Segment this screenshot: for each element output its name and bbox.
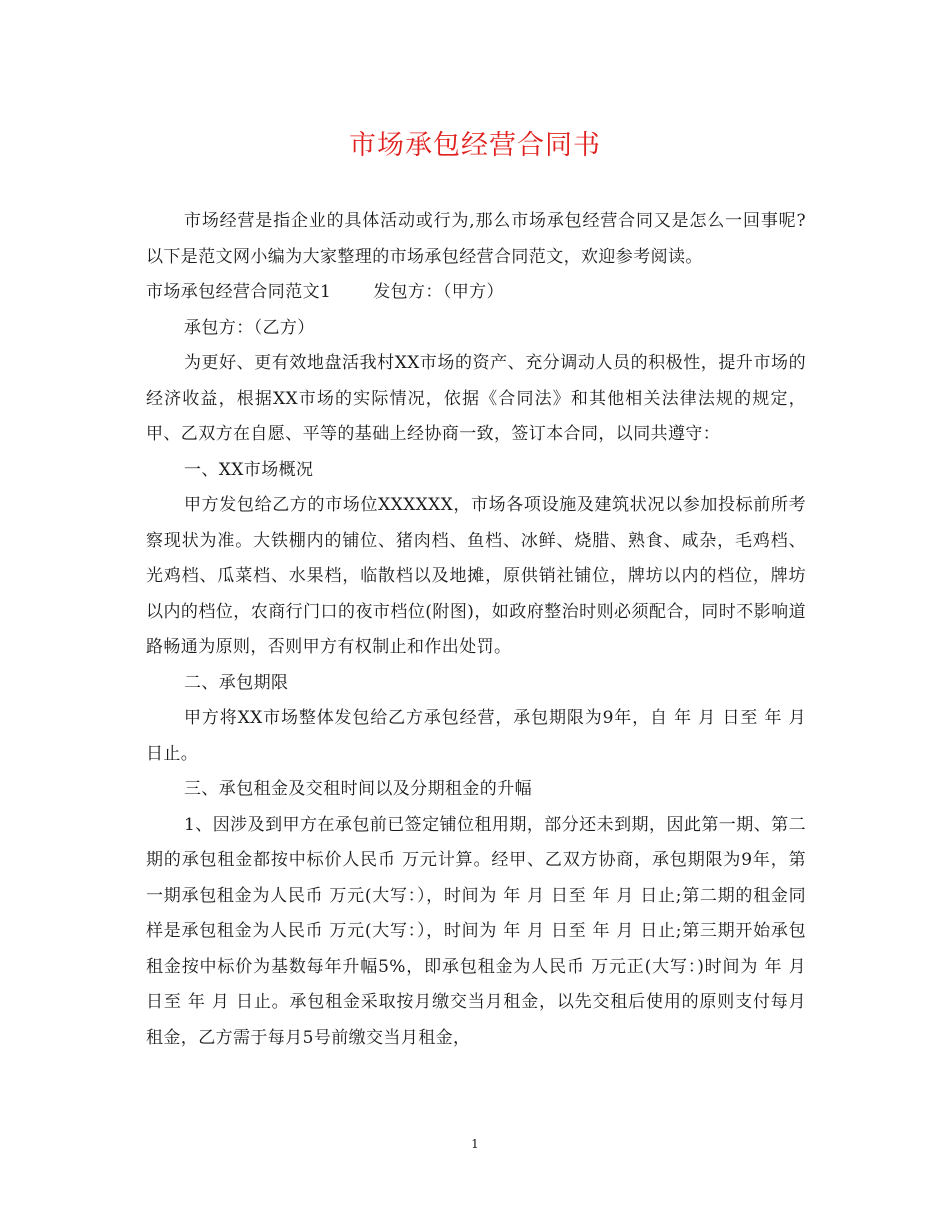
document-body bbox=[146, 204, 806, 1056]
intro-paragraph: 市场经营是指企业的具体活动或行为,那么市场承包经营合同又是怎么一回事呢?以下是范文网小编为大家整理的市场承包经营合同范文，欢迎参考阅读。 bbox=[146, 211, 806, 267]
section-1-body: 甲方发包给乙方的市场位XXXXXX，市场各项设施及建筑状况以参加投标前所考察现状为准。大铁棚内的铺位、猪肉档、鱼档、冰鲜、烧腊、熟食、咸杂，毛鸡档、光鸡档、瓜菜档、水果档，临散档以及地摊，原供销社铺位，牌坊以内的档位，牌坊以内的档位，农商行门口的夜市档位(附图)，如政府整治时则必须配合，同时不影响道路畅通为原则，否则甲方有权制止和作出处罚。 bbox=[146, 495, 806, 657]
section-3-heading: 三、承包租金及交租时间以及分期租金的升幅 bbox=[184, 779, 532, 799]
section-2-body: 甲方将XX市场整体发包给乙方承包经营，承包期限为9年，自 年 月 日至 年 月 日止。 bbox=[146, 708, 806, 764]
document-title: 市场承包经营合同书 bbox=[349, 130, 601, 161]
section-3-body: 1、因涉及到甲方在承包前已签定铺位租用期，部分还未到期，因此第一期、第二期的承包租金都按中标价人民币 万元计算。经甲、乙双方协商，承包期限为9年，第一期承包租金为人民币 万元(大写：），时间为 年 月 日至 年 月 日止;第二期的租金同样是承包租金为人民币 万元(大写：），时间为 年 月 日至 年 月 日止;第三期开始承包租金按中标价为基数每年升幅5%，即承包租金为人民币 万元正(大写：)时间为 年 月 日至 年 月 日止。承包租金采取按月缴交当月租金，以先交租后使用的原则支付每月租金，乙方需于每月5号前缴交当月租金， bbox=[146, 814, 806, 1048]
sample-line bbox=[146, 275, 806, 311]
sample-label: 市场承包经营合同范文1 bbox=[146, 282, 332, 302]
page-number: 1 bbox=[471, 1137, 479, 1151]
section-2-heading: 二、承包期限 bbox=[184, 672, 289, 693]
preamble-paragraph: 为更好、更有效地盘活我村XX市场的资产、充分调动人员的积极性，提升市场的经济收益，根据XX市场的实际情况，依据《合同法》和其他相关法律法规的规定，甲、乙双方在自愿、平等的基础上经协商一致，签订本合同，以同共遵守： bbox=[146, 353, 806, 444]
party-b-label: 承包方：（乙方） bbox=[184, 317, 315, 338]
party-a-label: 发包方：（甲方） bbox=[373, 282, 504, 302]
section-1-heading: 一、XX市场概况 bbox=[184, 459, 314, 480]
